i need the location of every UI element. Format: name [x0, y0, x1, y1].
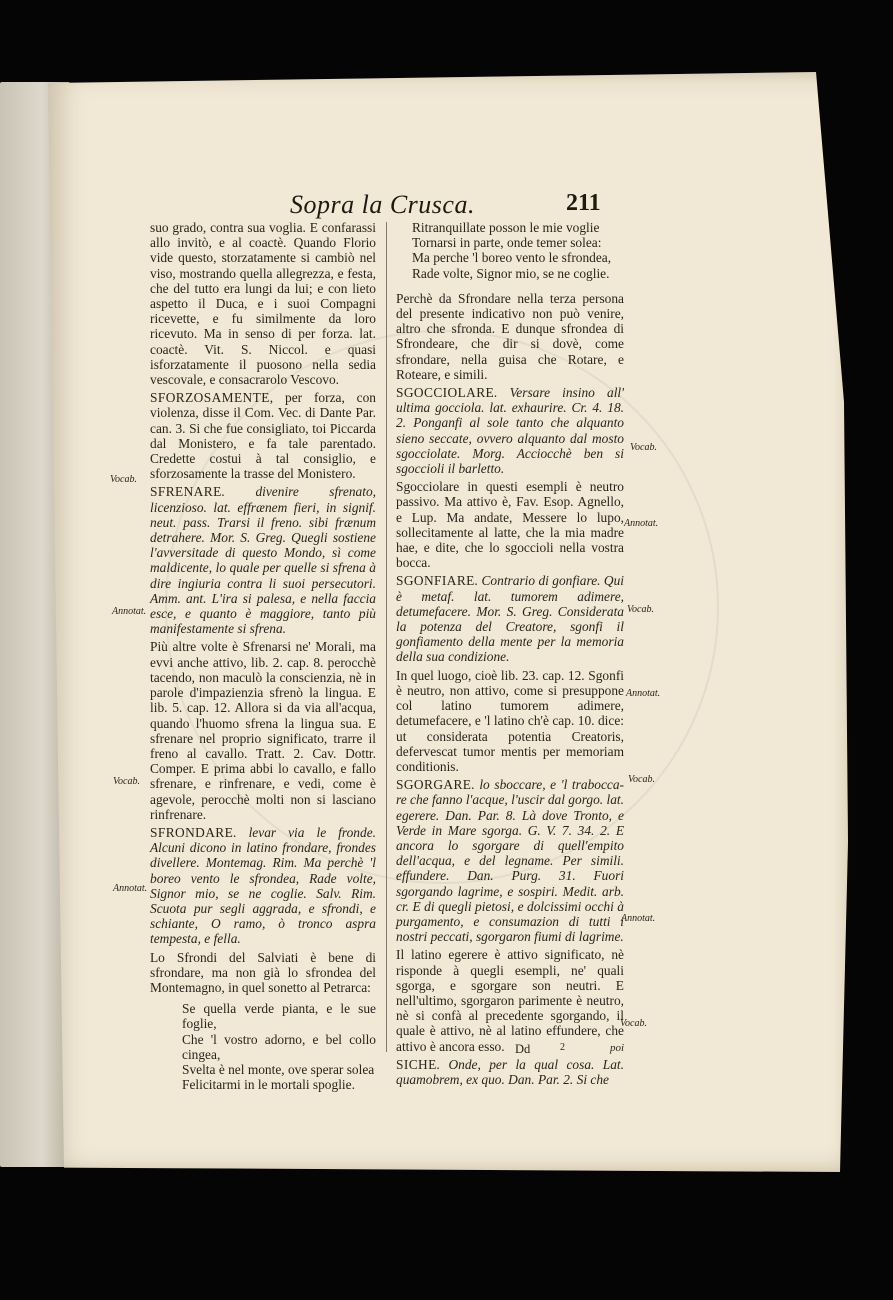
annotation-sfrenare: Più altre volte è Sfrenarsi ne' Morali, ma evvi anche attivo, lib. 2. cap. 8. perocchè tacendo, non maculò la conscienzia, nè in parole d'impazienzia sfrenò la lingua. E lib. 5. cap. 12. Allora si da via all'acqua, quando l'huomo sfrena la lingua sua. E sfrenare nel proprio significato, trarre il freno al cavallo. Tratt. 2. Cav. Dottr. Comper. E prima abbi lo cavallo, e fallo sfrenare, e rinfrenare, e vedi, come è agevole, perocchè molti non si lasciano rinfrenare. — [150, 639, 376, 822]
entry-text: , per forza, con violenza, disse il Com. Vec. di Dante Par. can. 3. Si che fue consigliato, toi Piccarda dal Monistero, e fa tale parentado. Credette costui à tal consiglio, e sforzosamente la trasse del Monistero. — [150, 390, 376, 482]
entry-sforzosamente — [150, 390, 376, 481]
entry-sgocciolare — [396, 385, 624, 476]
margin-note-vocab: Vocab. — [630, 442, 657, 453]
entry-text: . divenire sfrenato, licenzioso. lat. effrænem fieri, in signif. neut. pass. Trarsi il freno. sibi frænum detrahere. Mor. S. Greg. Quegli sostiene l'avversitade di questo Mondo, sì come maldicente, lo quale per quelle si sfrena à dire ingiuria contra li suoi persecutori. Amm. ant. L'ira si palesa, e nella faccia esce, e quanto è maggiore, tanto più manifestamente si sfrena. — [150, 484, 376, 637]
verse-line: Se quella verde pianta, e le sue foglie, — [182, 1001, 376, 1032]
column-rule — [386, 222, 387, 1052]
entry-head: SICHE — [396, 1056, 437, 1072]
entry-head: SFRENARE — [150, 484, 222, 500]
verse-line: Felicitarmi in le mortali spoglie. — [182, 1077, 355, 1093]
entry-head: SGORGARE — [396, 777, 472, 793]
verse-line: Ma perche 'l boreo vento le sfrondea, — [412, 250, 612, 266]
entry-text: . Onde, per la qual cosa. Lat. quamobrem, ex quo. Dan. Par. 2. Si che — [396, 1056, 624, 1087]
margin-note-annotat: Annotat. — [113, 883, 148, 894]
verse-block — [150, 1001, 376, 1092]
verse-line: Ritranquillate posson le mie voglie — [412, 220, 600, 235]
signature-mark: Dd — [515, 1042, 531, 1056]
margin-note-vocab: Vocab. — [628, 774, 655, 785]
entry-head: SFRONDARE — [150, 824, 234, 840]
catchword: poi — [610, 1042, 625, 1054]
entry-sfrondare — [150, 825, 376, 947]
right-column — [396, 220, 624, 1090]
annotation-sfrondare: Lo Sfrondi del Salviati è bene di sfrondare, ma non già lo sfrondea del Montemagno, in quel sonetto al Petrarca: — [150, 949, 376, 995]
running-title: Sopra la Crusca. — [290, 190, 475, 219]
entry-text: . levar via le fronde. Alcuni dicono in latino frondare, frondes divellere. Montemag. Rim. Ma perchè 'l boreo vento le sfrondea, Rade volte, Signor mio, se ne coglie. Salv. Rim. Scuota pur segli aggrada, e sfrondi, e schiante, O ramo, ò tronco aspra tempesta, e fella. — [150, 824, 376, 947]
annotation-sgocciolare: Sgocciolare in questi esempli è neutro passivo. Ma attivo è, Fav. Esop. Agnello, e Lup. Ma andate, Messere lo lupo, sollecitamente al latte, che la mia madre hae, e dite, che lo sgoccioli nella vostra bocca. — [396, 479, 624, 571]
margin-note-annotat: Annotat. — [626, 688, 661, 699]
margin-note-vocab: Vocab. — [627, 604, 654, 615]
margin-note-vocab: Vocab. — [113, 776, 140, 787]
margin-note-vocab: Vocab. — [620, 1018, 647, 1029]
annotation-sgonfiare: In quel luogo, cioè lib. 23. cap. 12. Sgonfi è neutro, non attivo, come si presuppone col latino tumorem adimere, detumefacere, e 'l latino ch'è cap. 10. dice: ut considerata potentia Creatoris, defervescat tumor mentis per memoriam conditionis. — [396, 667, 624, 774]
paragraph: Perchè da Sfrondare nella terza persona del presente indicativo non può venire, altro che sfronda. E dunque sfrondea di Sfrondeare, che dir si dovè, come sfrondare, nella guisa che Rotare, e Roteare, e simili. — [396, 290, 624, 382]
margin-note-annotat: Annotat. — [624, 518, 659, 529]
entry-text: . Contrario di gonfiare. Qui è metaf. lat. tumorem adimere, detumefacere. Mor. S. Greg. Considerata la potenza del Creatore, sgonfi il gonfiamento della mente per la memoria della sua condizione. — [396, 573, 624, 665]
left-column — [150, 220, 376, 1098]
entry-text: . Versare insino all' ultima gocciola. lat. exhaurire. Cr. 4. 18. 2. Ponganfi al sole tanto che alquanto sieno seccate, ovvero alquanto dal mosto sgocciolate. Morg. Acciocchè ben si sgoccioli il barletto. — [396, 385, 624, 477]
signature-number: 2 — [560, 1042, 565, 1053]
verse-line: Rade volte, Signor mio, se ne coglie. — [412, 265, 610, 281]
entry-head: SGOCCIOLARE — [396, 385, 495, 401]
entry-head: SGONFIARE — [396, 573, 475, 589]
page-number: 211 — [566, 190, 601, 216]
verse-line: Svelta è nel monte, ove sperar solea — [182, 1061, 375, 1077]
margin-note-vocab: Vocab. — [110, 474, 137, 485]
verse-line: Che 'l vostro adorno, e bel collo cingea, — [182, 1031, 376, 1062]
entry-text: . lo sboccare, e 'l trabocca-re che fanno l'acque, l'uscir dal gorgo. lat. egerere. Dan. Par. 8. Là dove Tronto, e Verde in Mare sgorga. G. V. 7. 34. 2. E ancora lo sgorgare di quell'empito dell'acqua, e del legname. Per simili. effundere. Dan. Purg. 31. Fuori sgorgando lagrime, e sospiri. Medit. arb. cr. E di quegli pietosi, e dolcissimi occhi à purgamento, e consumazion di tutti i nostri peccati, sgorgaron fiumi di lagrime. — [396, 777, 624, 945]
entry-head: SFORZOSAMENTE — [150, 390, 270, 406]
paragraph: suo grado, contra sua voglia. E confarassi allo invitò, e al coactè. Quando Florio vide questo, storzatamente si cambiò nel viso, mostrando quella allegrezza, e festa, che del tutto era lungi da lui; e con lieto aspetto il Duca, e i suoi Compagni ricevette, e fu similmente da loro ricevuto. Ma in senso di per forza. lat. coactè. Vit. S. Niccol. e quasi isforzatamente il puosono nella sedia vescovale, e consacrarolo Vescovo. — [150, 220, 376, 388]
annotation-sgorgare: Il latino egerere è attivo significato, nè risponde à quegli esempli, ne' quali sgorga, e sgorgare son neutri. E nell'ultimo, sgorgaron parimente è neutro, nè si confà al precedente sgorgando, il quale è attivo, nè al latino effundere, che attivo è ancora esso. — [396, 947, 624, 1054]
entry-sfrenare — [150, 484, 376, 636]
verse-block — [396, 220, 624, 281]
entry-siche — [396, 1057, 624, 1087]
margin-note-annotat: Annotat. — [112, 606, 147, 617]
verse-line: Tornarsi in parte, onde temer solea: — [412, 235, 602, 251]
entry-sgorgare — [396, 777, 624, 944]
margin-note-annotat: Annotat. — [621, 913, 656, 924]
entry-sgonfiare — [396, 573, 624, 664]
